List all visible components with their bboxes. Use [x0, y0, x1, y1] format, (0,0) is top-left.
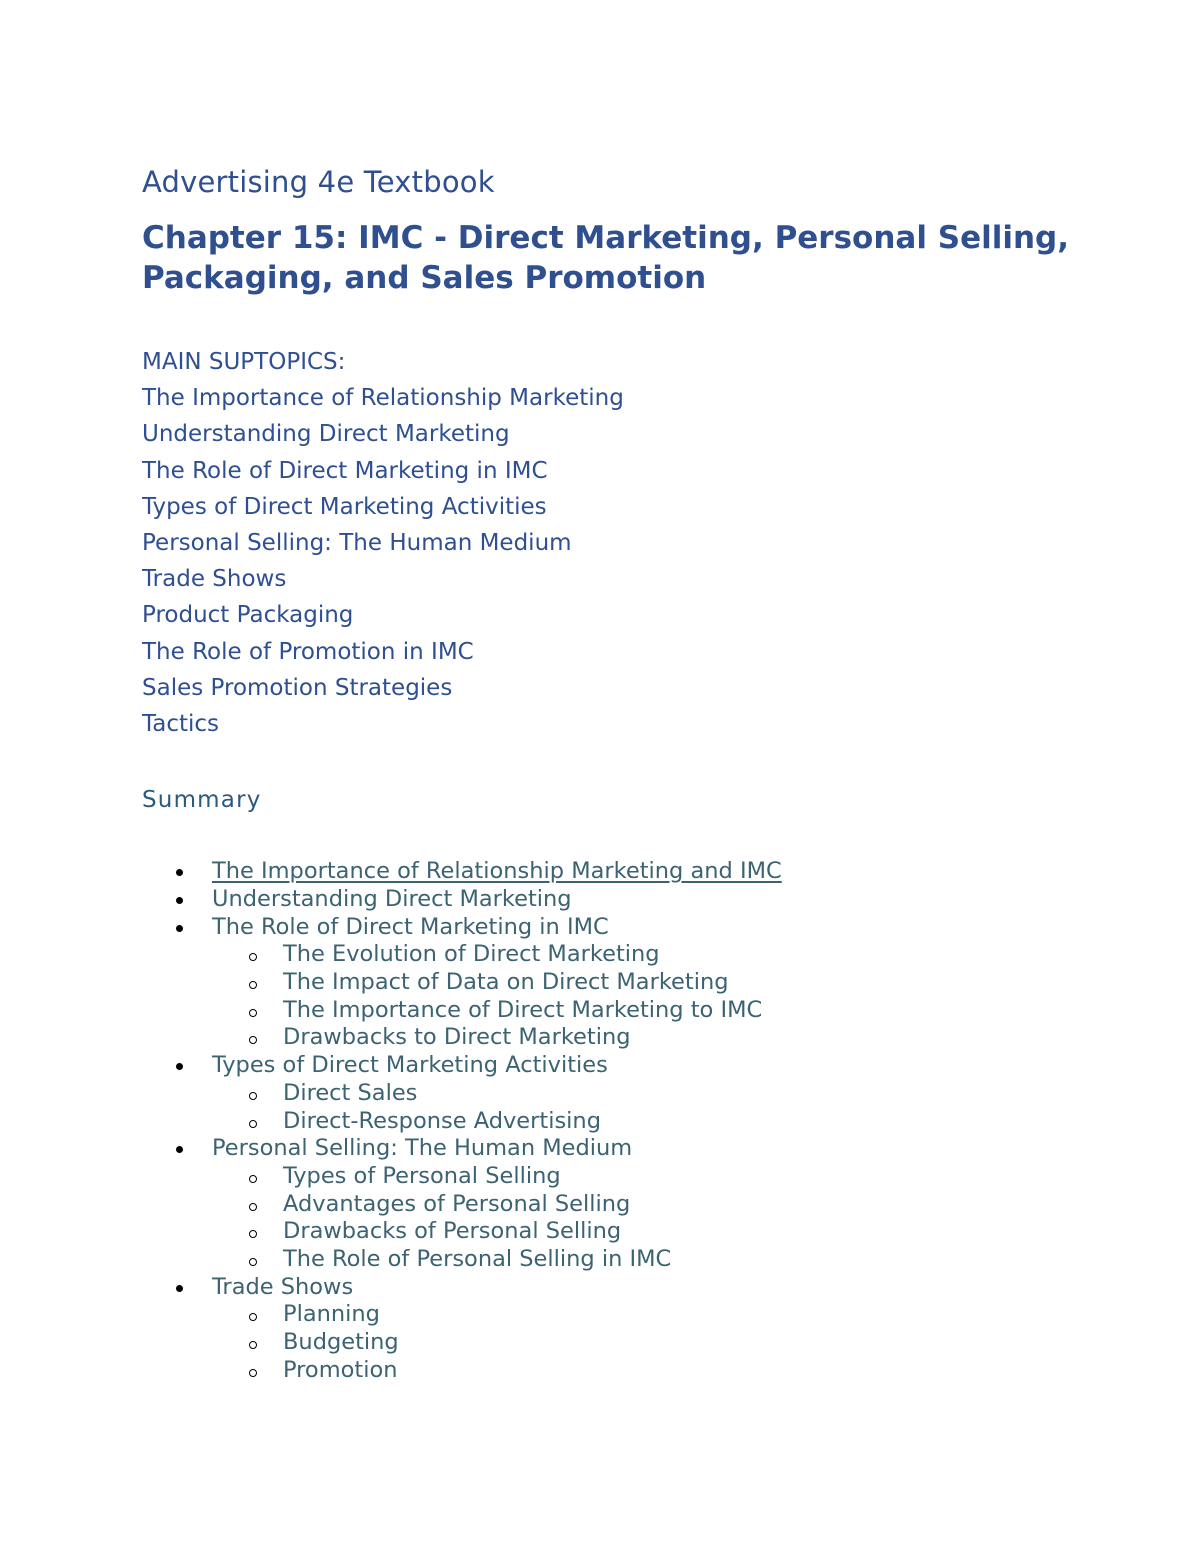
summary-item: [142, 1274, 1082, 1385]
summary-sub-item: [212, 969, 1082, 997]
summary-sub-list: [212, 1301, 1082, 1384]
summary-sub-list: [212, 941, 1082, 1052]
subtopic-item: Tactics: [142, 711, 220, 738]
circle-bullet-icon: [249, 1313, 257, 1321]
summary-sub-item-label: Drawbacks to Direct Marketing: [283, 1024, 631, 1051]
subtopic-item: The Role of Promotion in IMC: [142, 638, 474, 665]
summary-item: [142, 914, 1082, 1053]
summary-sub-item: [212, 941, 1082, 969]
summary-sub-item-label: The Importance of Direct Marketing to IMC: [283, 996, 763, 1023]
subtopic-item: Understanding Direct Marketing: [142, 421, 510, 448]
summary-sub-item: [212, 1218, 1082, 1246]
subtopic-item: The Importance of Relationship Marketing: [142, 385, 624, 412]
summary-sub-item-label: Advantages of Personal Selling: [283, 1190, 631, 1217]
summary-heading: Summary: [142, 787, 262, 814]
circle-bullet-icon: [249, 1175, 257, 1183]
summary-sub-item-label: The Role of Personal Selling in IMC: [283, 1246, 672, 1273]
summary-sub-item: [212, 1246, 1082, 1274]
circle-bullet-icon: [249, 953, 257, 961]
bullet-icon: [176, 897, 183, 904]
summary-sub-item-label: The Impact of Data on Direct Marketing: [283, 969, 729, 996]
bullet-icon: [176, 925, 183, 932]
subtopic-item: Trade Shows: [142, 566, 287, 593]
bullet-icon: [176, 1063, 183, 1070]
summary-sub-item: [212, 1329, 1082, 1357]
summary-item: [142, 1135, 1082, 1274]
summary-sub-item-label: Budgeting: [283, 1329, 399, 1356]
document-page: [142, 160, 1082, 1385]
subtopic-item: Types of Direct Marketing Activities: [142, 493, 547, 520]
summary-sub-item: [212, 1191, 1082, 1219]
summary-item-label: Understanding Direct Marketing: [212, 885, 572, 912]
book-title: Advertising 4e Textbook: [142, 165, 495, 199]
summary-sub-item: [212, 1080, 1082, 1108]
summary-sub-item: [212, 1108, 1082, 1136]
bullet-icon: [176, 1285, 183, 1292]
summary-sub-item-label: Promotion: [283, 1356, 398, 1383]
bullet-icon: [176, 869, 183, 876]
circle-bullet-icon: [249, 1258, 257, 1266]
summary-sub-item-label: Direct-Response Advertising: [283, 1107, 601, 1134]
subtopic-item: Sales Promotion Strategies: [142, 674, 453, 701]
circle-bullet-icon: [249, 981, 257, 989]
circle-bullet-icon: [249, 1230, 257, 1238]
summary-item: [142, 858, 1082, 886]
circle-bullet-icon: [249, 1036, 257, 1044]
summary-sub-item-label: Direct Sales: [283, 1079, 418, 1106]
summary-sub-item-label: Planning: [283, 1301, 380, 1328]
circle-bullet-icon: [249, 1203, 257, 1211]
circle-bullet-icon: [249, 1341, 257, 1349]
circle-bullet-icon: [249, 1009, 257, 1017]
chapter-title: Chapter 15: IMC - Direct Marketing, Personal Selling, Packaging, and Sales Promotion: [142, 220, 1070, 296]
summary-sub-item-label: Drawbacks of Personal Selling: [283, 1218, 622, 1245]
summary-item-label: Types of Direct Marketing Activities: [212, 1052, 608, 1079]
summary-item-label: The Role of Direct Marketing in IMC: [212, 913, 609, 940]
summary-sub-item: [212, 1301, 1082, 1329]
bullet-icon: [176, 1146, 183, 1153]
summary-sub-item-label: Types of Personal Selling: [283, 1162, 561, 1189]
summary-sub-item: [212, 1024, 1082, 1052]
summary-item: [142, 886, 1082, 914]
summary-sub-list: [212, 1163, 1082, 1274]
summary-item-label: Trade Shows: [212, 1273, 354, 1300]
summary-sub-item-label: The Evolution of Direct Marketing: [283, 941, 660, 968]
circle-bullet-icon: [249, 1120, 257, 1128]
summary-item-label: Personal Selling: The Human Medium: [212, 1135, 633, 1162]
summary-sub-list: [212, 1080, 1082, 1135]
circle-bullet-icon: [249, 1369, 257, 1377]
summary-sub-item: [212, 1163, 1082, 1191]
summary-link-relationship-marketing[interactable]: The Importance of Relationship Marketing and IMC: [212, 858, 782, 885]
summary-item: [142, 1052, 1082, 1135]
subtopic-item: Personal Selling: The Human Medium: [142, 530, 572, 557]
subtopic-item: The Role of Direct Marketing in IMC: [142, 457, 548, 484]
main-subtopics: [142, 344, 1082, 742]
subtopic-item: Product Packaging: [142, 602, 354, 629]
summary-list: [142, 858, 1082, 1384]
circle-bullet-icon: [249, 1092, 257, 1100]
summary-sub-item: [212, 997, 1082, 1025]
main-subtopics-heading: MAIN SUPTOPICS:: [142, 349, 346, 375]
summary-sub-item: [212, 1357, 1082, 1385]
